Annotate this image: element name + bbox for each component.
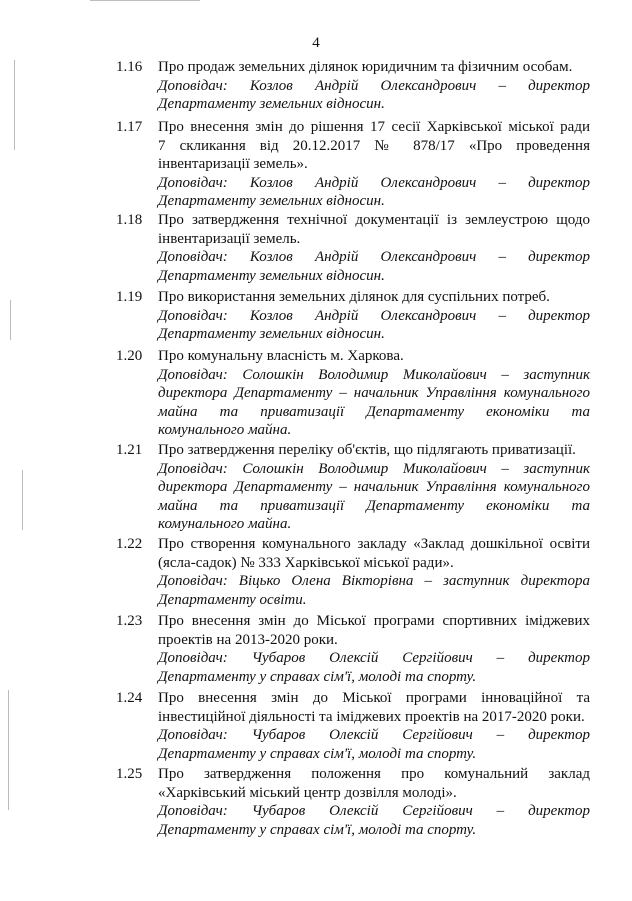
item-title-line: інвентаризації земель. xyxy=(158,230,301,247)
speaker-line: комунального майна. xyxy=(158,516,292,533)
item-title-line: Про внесення змін до Міської програми інноваційної та xyxy=(158,690,590,706)
agenda-item-1-21 xyxy=(116,441,590,534)
scan-artifact-top xyxy=(90,0,200,1)
item-title-line: Про затвердження положення про комунальний заклад xyxy=(158,766,590,782)
item-title: Про комунальну власність м. Харкова. xyxy=(158,348,404,364)
item-title-line: Про внесення змін до рішення 17 сесії Харківської міської ради xyxy=(158,119,590,135)
item-number: 1.19 xyxy=(116,289,143,305)
agenda-item-1-16 xyxy=(116,58,590,114)
speaker-line: Департаменту земельних відносин. xyxy=(158,193,385,210)
speaker-line: Доповідач: Козлов Андрій Олександрович – директор xyxy=(158,307,590,324)
item-number: 1.17 xyxy=(116,119,143,135)
speaker-line: Доповідач: Солошкін Володимир Миколайович – заступник xyxy=(158,366,590,383)
item-title: Про використання земельних ділянок для суспільних потреб. xyxy=(158,289,550,305)
item-title-line: проектів на 2013-2020 роки. xyxy=(158,631,338,648)
speaker-line: майна та приватизації Департаменту економіки та xyxy=(158,403,590,420)
item-number: 1.16 xyxy=(116,59,143,75)
agenda-item-1-20 xyxy=(116,347,590,440)
item-title-line: інвестиційної діяльності та іміджевих проектів на 2017-2020 роки. xyxy=(158,708,585,725)
item-title-line: «Харківський міський центр дозвілля молоді». xyxy=(158,784,457,801)
agenda-item-1-19 xyxy=(116,288,590,344)
agenda-item-1-18 xyxy=(116,211,590,285)
item-title: Про продаж земельних ділянок юридичним та фізичним особам. xyxy=(158,59,573,75)
speaker-line: Доповідач: Чубаров Олексій Сергійович – директор xyxy=(158,803,590,820)
speaker-line: Доповідач: Чубаров Олексій Сергійович – директор xyxy=(158,727,590,744)
item-title-line: інвентаризації земель». xyxy=(158,156,308,173)
item-number: 1.22 xyxy=(116,536,143,552)
speaker-line: майна та приватизації Департаменту економіки та xyxy=(158,497,590,514)
item-number: 1.25 xyxy=(116,766,143,782)
speaker-line: директора Департаменту – начальник Управління комунального xyxy=(158,479,590,496)
item-number: 1.24 xyxy=(116,690,143,706)
speaker-line: комунального майна. xyxy=(158,422,292,439)
speaker-line: Доповідач: Солошкін Володимир Миколайович – заступник xyxy=(158,460,590,477)
page-number: 4 xyxy=(312,35,320,51)
item-title-line: 7 скликання від 20.12.2017 № 878/17 «Про проведення xyxy=(158,137,590,154)
item-title: Про затвердження переліку об'єктів, що підлягають приватизації. xyxy=(158,442,576,458)
speaker-line: Департаменту у справах сім'ї, молоді та спорту. xyxy=(158,745,477,762)
item-title-line: Про внесення змін до Міської програми спортивних іміджевих xyxy=(158,613,590,629)
speaker-line: Департаменту у справах сім'ї, молоді та спорту. xyxy=(158,821,477,838)
item-number: 1.21 xyxy=(116,442,143,458)
item-number: 1.18 xyxy=(116,212,143,228)
speaker-line: Департаменту земельних відносин. xyxy=(158,96,385,113)
speaker-line: Департаменту у справах сім'ї, молоді та спорту. xyxy=(158,668,477,685)
agenda-item-1-23 xyxy=(116,612,590,686)
item-title-line: (ясла-садок) № 333 Харківської міської ради». xyxy=(158,554,454,571)
speaker-line: Департаменту земельних відносин. xyxy=(158,326,385,343)
item-title-line: Про затвердження технічної документації із землеустрою щодо xyxy=(158,212,590,228)
agenda-item-1-22 xyxy=(116,535,590,609)
speaker-line: Департаменту освіти. xyxy=(158,591,307,608)
agenda-item-1-24 xyxy=(116,689,590,763)
speaker-line: Департаменту земельних відносин. xyxy=(158,267,385,284)
speaker-line: директора Департаменту – начальник Управління комунального xyxy=(158,385,590,402)
item-number: 1.23 xyxy=(116,613,143,629)
scan-artifact-edge xyxy=(0,0,28,901)
agenda-item-1-17 xyxy=(116,118,590,211)
speaker-line: Доповідач: Козлов Андрій Олександрович – директор xyxy=(158,174,590,191)
item-number: 1.20 xyxy=(116,348,143,364)
speaker-line: Доповідач: Віцько Олена Вікторівна – заступник директора xyxy=(158,573,590,590)
item-title-line: Про створення комунального закладу «Заклад дошкільної освіти xyxy=(158,536,590,552)
agenda-item-1-25 xyxy=(116,765,590,839)
speaker-line: Доповідач: Козлов Андрій Олександрович – директор xyxy=(158,77,590,94)
speaker-line: Доповідач: Козлов Андрій Олександрович – директор xyxy=(158,249,590,266)
speaker-line: Доповідач: Чубаров Олексій Сергійович – директор xyxy=(158,650,590,667)
